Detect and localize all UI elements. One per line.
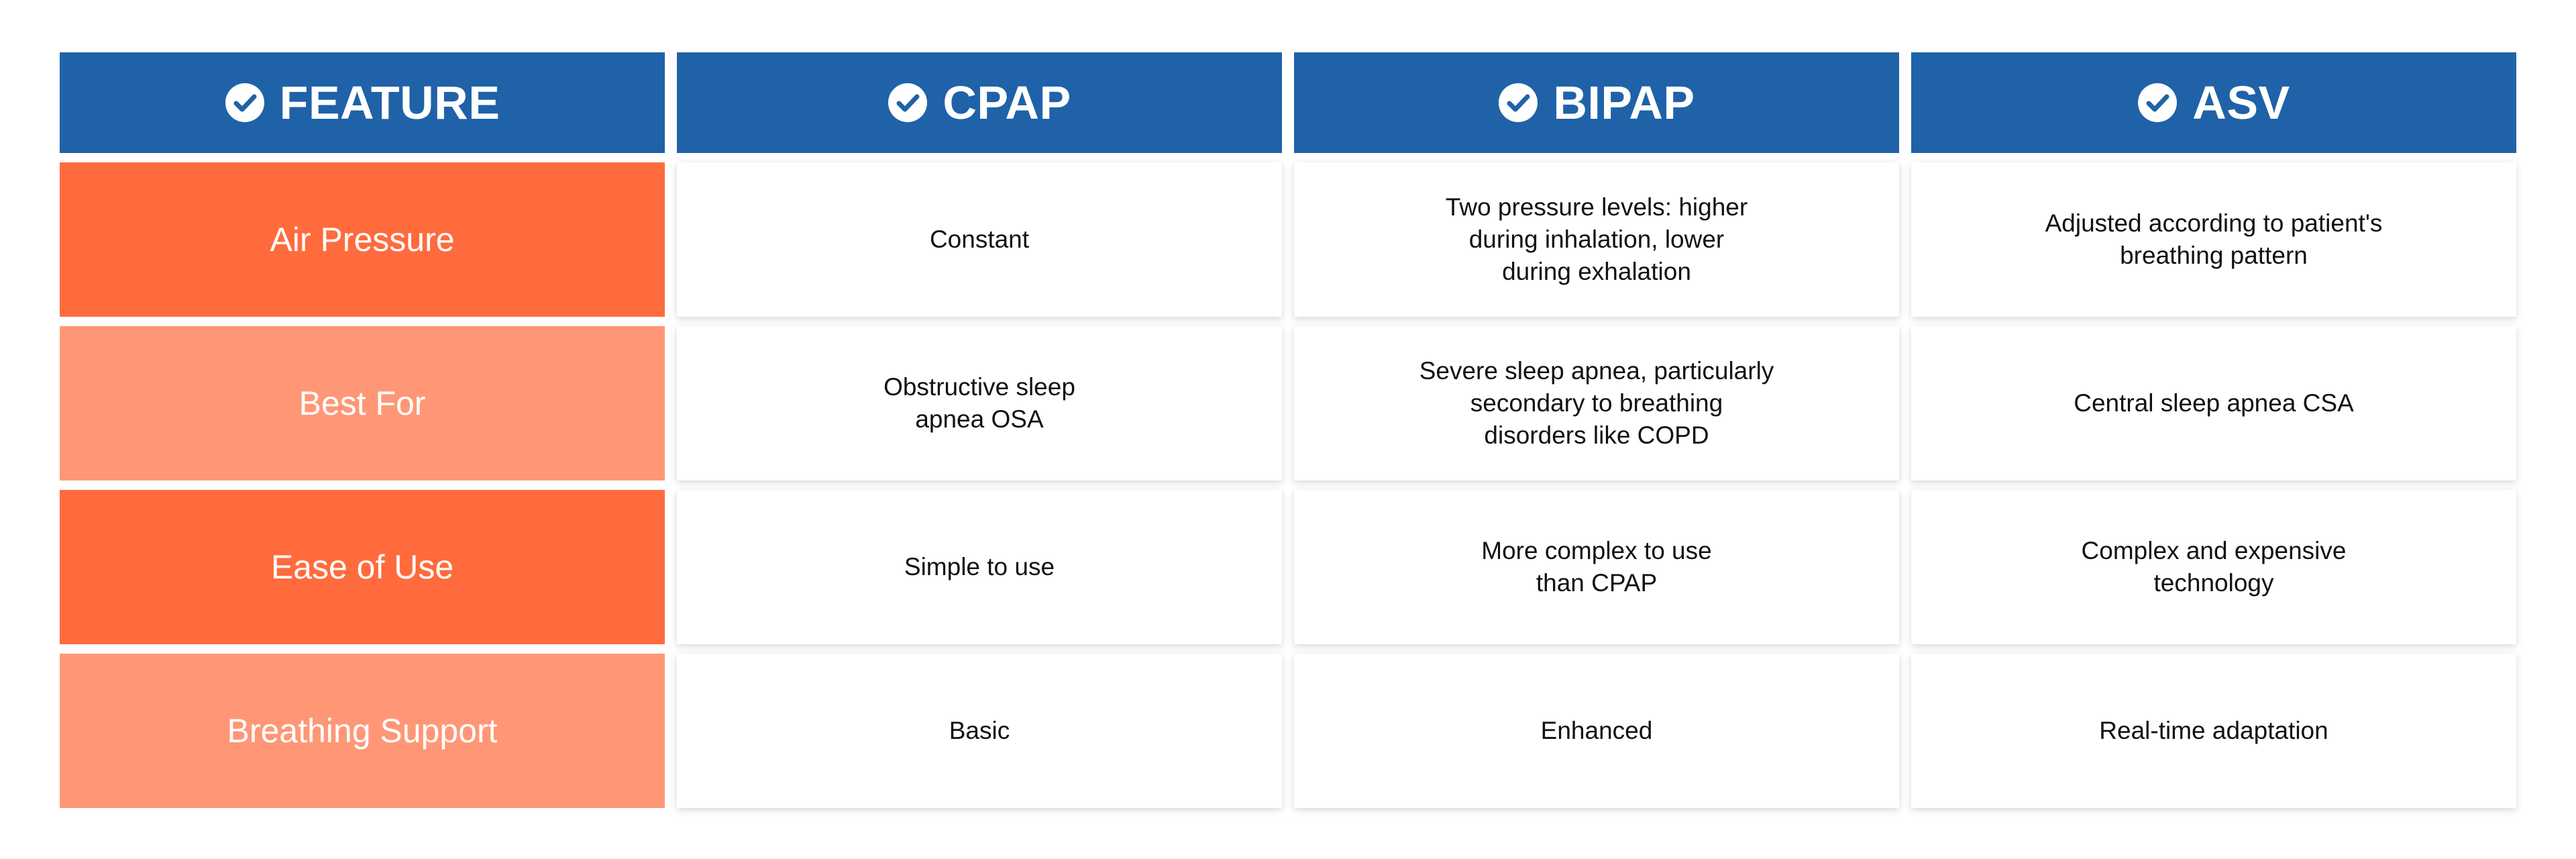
cell-text: Adjusted according to patient's breathing pattern (2045, 209, 2383, 269)
feature-cell-air-pressure (60, 162, 665, 317)
table-cell-asv (1911, 162, 2516, 317)
comparison-table (60, 52, 2517, 808)
feature-cell-ease-of-use (60, 490, 665, 644)
header-label: BIPAP (1553, 77, 1695, 129)
feature-cell-breathing-support (60, 654, 665, 808)
cell-text: Central sleep apnea CSA (2074, 389, 2354, 417)
check-circle-icon (888, 83, 928, 123)
feature-label: Breathing Support (227, 712, 498, 750)
header-asv (1911, 52, 2516, 153)
table-cell-cpap (677, 654, 1282, 808)
cell-text: Real-time adaptation (2099, 716, 2328, 744)
cell-text: Simple to use (904, 552, 1055, 580)
table-cell-asv (1911, 326, 2516, 481)
cell-text: More complex to use than CPAP (1481, 536, 1712, 597)
header-label: FEATURE (279, 77, 500, 129)
feature-label: Best For (299, 385, 426, 422)
check-circle-icon (1498, 83, 1538, 123)
header-feature (60, 52, 665, 153)
table-cell-asv (1911, 654, 2516, 808)
cell-text: Enhanced (1540, 716, 1653, 744)
table-cell-asv (1911, 490, 2516, 644)
cell-text: Complex and expensive technology (2081, 536, 2347, 597)
header-label: ASV (2192, 77, 2290, 129)
feature-label: Air Pressure (270, 221, 455, 258)
table-cell-cpap (677, 326, 1282, 481)
table-cell-cpap (677, 162, 1282, 317)
header-bipap (1294, 52, 1899, 153)
header-cpap (677, 52, 1282, 153)
cell-text: Severe sleep apnea, particularly secondary to breathing disorders like COPD (1419, 356, 1774, 450)
feature-cell-best-for (60, 326, 665, 481)
check-circle-icon (225, 83, 265, 123)
table-cell-bipap (1294, 162, 1899, 317)
cell-text: Two pressure levels: higher during inhalation, lower during exhalation (1445, 193, 1748, 286)
table-cell-cpap (677, 490, 1282, 644)
table-cell-bipap (1294, 654, 1899, 808)
cell-text: Basic (949, 716, 1010, 744)
cell-text: Constant (929, 225, 1030, 253)
cell-text: Obstructive sleep apnea OSA (883, 372, 1075, 433)
table-cell-bipap (1294, 326, 1899, 481)
table-cell-bipap (1294, 490, 1899, 644)
header-label: CPAP (943, 77, 1071, 129)
feature-label: Ease of Use (270, 548, 454, 586)
check-circle-icon (2137, 83, 2178, 123)
